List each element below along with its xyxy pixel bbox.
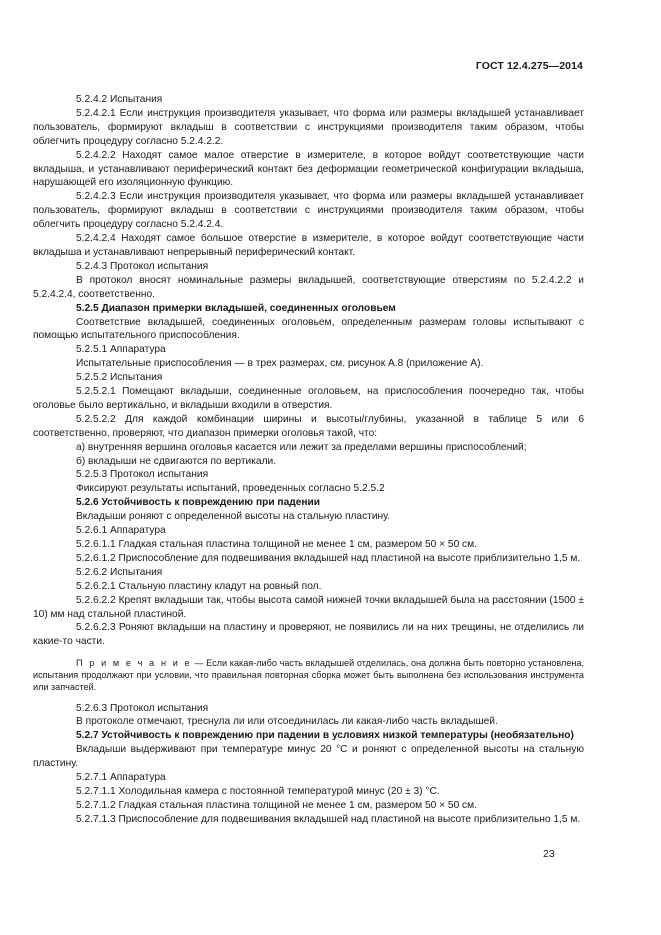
paragraph: Вкладыши роняют с определенной высоты на стальную пластину. — [76, 511, 391, 523]
section-heading: 5.2.4.2 Испытания — [76, 94, 163, 105]
paragraph: 5.2.6.1.2 Приспособление для подвешивания вкладышей над пластиной на высоте приблизительно 1,5 м. — [76, 552, 581, 564]
list-item: а) внутренняя вершина оголовья касается или лежит за пределами вершины приспособлений; — [76, 441, 527, 453]
note — [33, 657, 584, 693]
paragraph: 5.2.4.2.2 Находят самое малое отверстие в измерителе, в которое войдут соответствующие части вкладыша, и устанавливают периферический контакт без деформации геометрической конфигурации вкладыша, нарушающей его изоляционную функцию. — [33, 149, 584, 189]
paragraph: 5.2.7.1.3 Приспособление для подвешивания вкладышей над пластиной на высоте приблизительно 1,5 м. — [76, 813, 581, 825]
section-heading: 5.2.5.2 Испытания — [76, 372, 163, 384]
paragraph: Фиксируют результаты испытаний, проведенных согласно 5.2.5.2 — [76, 483, 385, 495]
page-number: 23 — [543, 848, 555, 860]
section-heading-bold: 5.2.7 Устойчивость к повреждению при падении в условиях низкой температуры (необязательно) — [76, 730, 574, 742]
paragraph: 5.2.5.2.1 Помещают вкладыши, соединенные оголовьем, на приспособления поочередно так, чтобы оголовье было вертикально, и вкладыши входили в отверстия. — [33, 386, 584, 411]
paragraph: 5.2.4.2.3 Если инструкция производителя указывает, что форма или размеры вкладышей устанавливает пользователь, формируют вкладыш в соответствии с инструкциями производителя таким образом, чтобы облегчить процедуру согласно 5.2.4.2.4. — [33, 191, 584, 231]
section-heading: 5.2.5.3 Протокол испытания — [76, 469, 209, 481]
paragraph: 5.2.6.2.2 Крепят вкладыши так, чтобы высота самой нижней точки вкладышей была на расстоянии (1500 ± 10) мм над стальной пластиной. — [33, 594, 584, 620]
paragraph: 5.2.7.1.2 Гладкая стальная пластина толщиной не менее 1 см, размером 50 × 50 см. — [76, 799, 477, 811]
section-heading: 5.2.7.1 Аппаратура — [76, 772, 166, 784]
note-text: — Если какая-либо часть вкладышей отделилась, она должна быть повторно установлена, испытания продолжают при условии, что правильная повторная сборка может быть выполнена без использования инструмента или запчастей. — [33, 658, 585, 693]
section-heading-bold: 5.2.6 Устойчивость к повреждению при падении — [76, 497, 321, 509]
section-heading: 5.2.5.1 Аппаратура — [76, 344, 166, 356]
paragraph: 5.2.5.2.2 Для каждой комбинации ширины и высоты/глубины, указанной в таблице 5 или 6 соответственно, проверяют, что диапазон примерки оголовья такой, что: — [33, 413, 584, 439]
paragraph: В протоколе отмечают, треснула ли или отсоединилась ли какая-либо часть вкладышей. — [76, 716, 498, 728]
note-label: П р и м е ч а н и е — [76, 658, 192, 669]
section-heading: 5.2.6.3 Протокол испытания — [76, 702, 209, 714]
section-heading: 5.2.6.1 Аппаратура — [76, 525, 166, 537]
list-item: б) вкладыши не сдвигаются по вертикали. — [76, 455, 277, 467]
paragraph: Соответствие вкладышей, соединенных оголовьем, определенным размерам головы испытывают с помощью испытательного приспособления. — [33, 316, 584, 342]
paragraph: Испытательные приспособления — в трех размерах, см. рисунок А.8 (приложение А). — [76, 358, 484, 370]
section-heading: 5.2.6.2 Испытания — [76, 566, 163, 578]
paragraph: 5.2.4.2.4 Находят самое большое отверстие в измерителе, в которое войдут соответствующие части вкладыша и устанавливают непрерывный периферический контакт. — [33, 233, 584, 258]
section-heading-bold: 5.2.5 Диапазон примерки вкладышей, соединенных оголовьем — [76, 302, 396, 314]
paragraph: 5.2.4.2.1 Если инструкция производителя указывает, что форма или размеры вкладышей устанавливает пользователь, формируют вкладыш в соответствии с инструкциями производителя таким образом, чтобы облегчить процедуру согласно 5.2.4.2.2. — [33, 107, 584, 147]
document-standard-number: ГОСТ 12.4.275—2014 — [475, 60, 583, 72]
paragraph: Вкладыши выдерживают при температуре минус 20 °С и роняют с определенной высоты на стальную пластину. — [33, 744, 584, 770]
document-body — [33, 93, 584, 827]
paragraph: 5.2.6.1.1 Гладкая стальная пластина толщиной не менее 1 см, размером 50 × 50 см. — [76, 539, 477, 550]
section-heading: 5.2.4.3 Протокол испытания — [76, 260, 209, 272]
paragraph: 5.2.7.1.1 Холодильная камера с постоянной температурой минус (20 ± 3) °С. — [76, 785, 440, 797]
paragraph: 5.2.6.2.1 Стальную пластину кладут на ровный пол. — [76, 580, 322, 592]
paragraph: В протокол вносят номинальные размеры вкладышей, соответствующие отверстиям по 5.2.4.2.2 и 5.2.4.2.4, соответственно. — [33, 274, 584, 300]
paragraph: 5.2.6.2.3 Роняют вкладыши на пластину и проверяют, не появились ли на них трещины, не отделились ли какие-то части. — [33, 622, 584, 648]
